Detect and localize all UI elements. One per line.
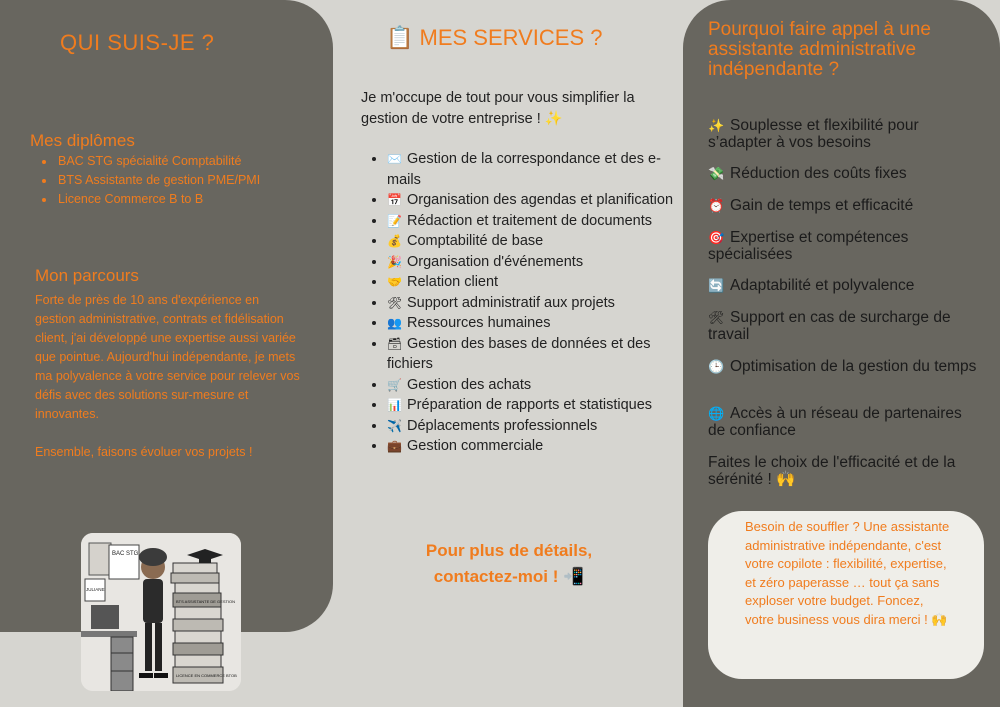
service-item <box>387 416 677 437</box>
service-item <box>387 211 677 232</box>
service-item <box>387 252 677 273</box>
people-icon: 👥 <box>387 316 402 330</box>
parcours-paragraph: Forte de près de 10 ans d'expérience en gestion administrative, contrats et fidélisation client, j'ai développé une expertise aussi variée que pointue. Aujourd'hui indépendante, je mets ma polyvalence à votre service pour relever vos défis avec des solutions sur-mesure et innovantes. <box>35 293 300 421</box>
benefit-item <box>708 277 978 294</box>
service-label: Relation client <box>407 274 499 290</box>
service-item <box>387 293 677 314</box>
closing-statement: Faites le choix de l'efficacité et de la sérénité ! 🙌 <box>708 454 956 488</box>
service-label: Comptabilité de base <box>407 233 544 249</box>
service-label: Déplacements professionnels <box>407 417 598 434</box>
handshake-icon: 🤝 <box>387 275 402 289</box>
service-item <box>387 149 677 190</box>
alarm-clock-icon: ⏰ <box>708 198 725 213</box>
diplome-item: • BAC STG spécialité Comptabilité <box>56 152 260 171</box>
globe-icon: 🌐 <box>708 406 725 421</box>
envelope-icon: ✉️ <box>387 152 402 166</box>
clock-icon: 🕒 <box>708 359 725 374</box>
cta-line-2: contactez-moi ! 📲 <box>433 567 585 586</box>
sparkles-icon: ✨ <box>708 118 725 133</box>
assistant-illustration <box>81 533 241 691</box>
service-label: Gestion des bases de données et des fichiers <box>387 335 651 372</box>
services-list <box>366 149 677 457</box>
photo-licence-label: LICENCE EN COMMERCE BTOB <box>176 673 237 678</box>
bubble-text: Besoin de souffler ? Une assistante administrative indépendante, c'est votre copilote : flexibilité, expertise, et zéro paperasse … tout ça sans exploser votre budget. Foncez, votre business vous dira merci ! 🙌 <box>745 519 950 627</box>
benefit-item <box>708 229 978 263</box>
service-label: Gestion de la correspondance et des e-mails <box>387 151 661 188</box>
cta-line-1: Pour plus de détails, <box>425 541 593 560</box>
service-item <box>387 395 677 416</box>
services-intro: Je m'occupe de tout pour vous simplifier la gestion de votre entreprise ! ✨ <box>361 90 635 127</box>
service-item <box>387 436 677 457</box>
benefit-item <box>708 117 978 151</box>
why-title: Pourquoi faire appel à une assistante administrative indépendante ? <box>708 19 931 80</box>
briefcase-icon: 💼 <box>387 439 402 453</box>
memo-icon: 📝 <box>387 213 402 228</box>
bar-chart-icon: 📊 <box>387 398 402 412</box>
service-item <box>387 272 677 293</box>
benefit-item <box>708 165 978 182</box>
benefit-label: Optimisation de la gestion du temps <box>730 358 977 375</box>
parcours-heading: Mon parcours <box>35 266 139 285</box>
benefit-label: Adaptabilité et polyvalence <box>730 277 915 294</box>
card-file-box-icon: 🗃 <box>387 336 403 351</box>
benefit-item <box>708 309 978 343</box>
services-title: 📋 MES SERVICES ? <box>386 25 603 50</box>
benefit-label: Support en cas de surcharge de travail <box>708 309 951 343</box>
tools-icon: 🛠 <box>708 310 725 325</box>
benefit-label: Souplesse et flexibilité pour s’adapter à vos besoins <box>708 117 919 151</box>
shopping-cart-icon: 🛒 <box>387 377 402 392</box>
benefit-item <box>708 358 978 375</box>
refresh-icon: 🔄 <box>708 278 725 293</box>
service-item <box>387 190 677 211</box>
benefit-label: Réduction des coûts fixes <box>730 165 907 182</box>
diplomes-list <box>36 152 260 209</box>
service-label: Organisation d'événements <box>407 253 584 270</box>
benefit-label: Expertise et compétences spécialisées <box>708 229 909 263</box>
service-label: Support administratif aux projets <box>407 294 615 311</box>
service-label: Ressources humaines <box>407 315 551 331</box>
service-item <box>387 334 677 375</box>
service-label: Rédaction et traitement de documents <box>407 212 653 229</box>
illustration-svg <box>81 533 241 691</box>
parcours-closing: Ensemble, faisons évoluer vos projets ! <box>35 445 253 459</box>
contact-cta[interactable] <box>380 538 638 590</box>
photo-bac-label: BAC STG <box>112 551 139 557</box>
diplome-item: • BTS Assistante de gestion PME/PMI <box>56 171 260 190</box>
benefit-label: Gain de temps et efficacité <box>730 197 914 214</box>
service-label: Gestion commerciale <box>407 438 544 454</box>
parcours-text <box>35 291 300 481</box>
tools-icon: 🛠 <box>387 295 403 310</box>
airplane-icon: ✈️ <box>387 418 402 433</box>
service-item <box>387 313 677 334</box>
photo-bts-label: BTS ASSISTANTE DE GESTION <box>176 599 236 604</box>
party-popper-icon: 🎉 <box>387 254 402 269</box>
money-bag-icon: 💰 <box>387 234 402 248</box>
qui-suis-je-title: QUI SUIS-JE ? <box>60 30 215 55</box>
diplomes-heading: Mes diplômes <box>30 131 135 150</box>
calendar-icon: 📅 <box>387 193 402 207</box>
money-wings-icon: 💸 <box>708 166 725 181</box>
service-label: Gestion des achats <box>407 376 532 393</box>
service-item <box>387 231 677 252</box>
photo-name-label: JULIANE <box>86 587 105 592</box>
diplome-item: • Licence Commerce B to B <box>56 190 260 209</box>
target-icon: 🎯 <box>708 230 725 245</box>
benefit-item <box>708 197 978 214</box>
service-item <box>387 375 677 396</box>
service-label: Organisation des agendas et planification <box>407 192 674 208</box>
benefit-item <box>708 405 978 439</box>
service-label: Préparation de rapports et statistiques <box>407 397 653 413</box>
benefit-label: Accès à un réseau de partenaires de confiance <box>708 405 962 439</box>
